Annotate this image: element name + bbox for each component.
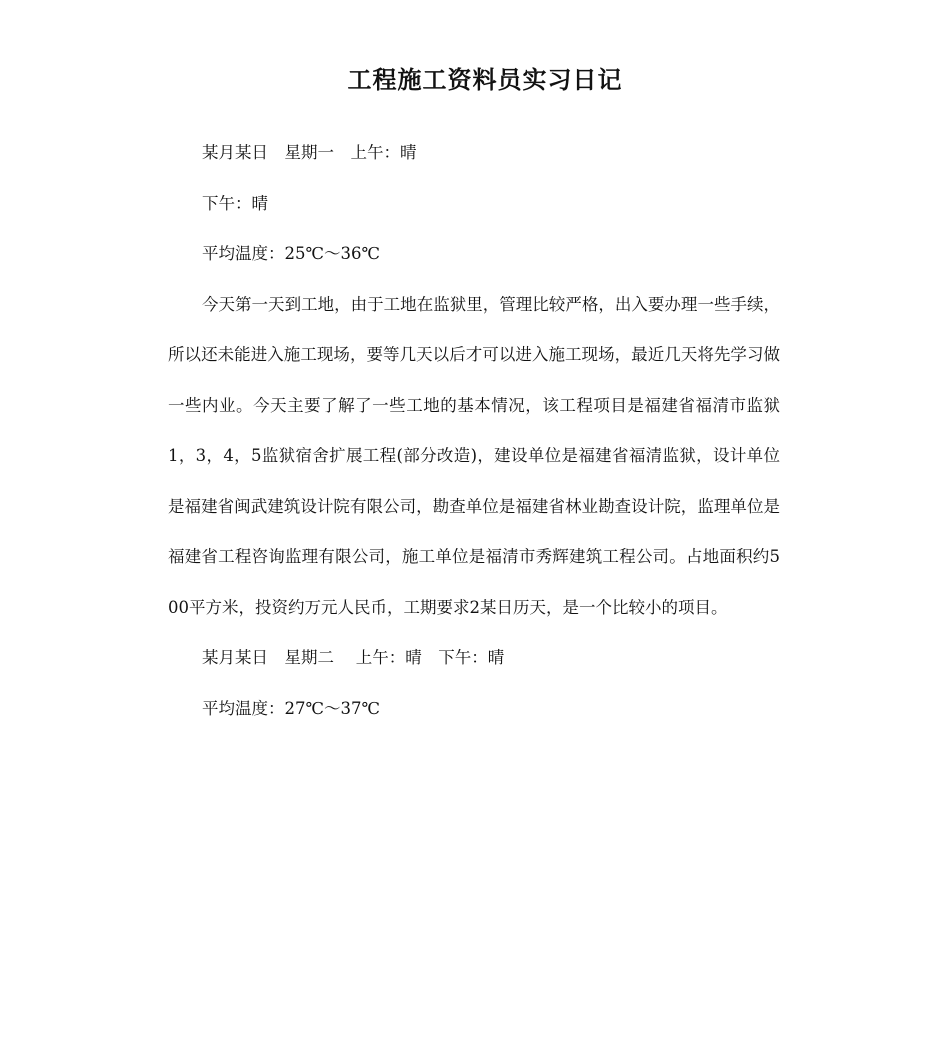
document-title: 工程施工资料员实习日记 [347, 66, 623, 94]
diary-date-line-day1: 某月某日 星期一 上午：晴 [202, 143, 417, 162]
average-temperature-line-day2: 平均温度：27℃～37℃ [202, 698, 380, 718]
average-temperature-line: 平均温度：25℃～36℃ [202, 244, 380, 263]
document-body [168, 128, 780, 734]
diary-entry-paragraph: 今天第一天到工地，由于工地在监狱里，管理比较严格，出入要办理一些手续，所以还未能进入施工现场，要等几天以后才可以进入施工现场，最近几天将先学习做一些内业。今天主要了解了一些工地的基本情况，该工程项目是福建省福清市监狱1，3，4，5监狱宿舍扩展工程(部分改造)，建设单位是福建省福清监狱，设计单位是福建省闽武建筑设计院有限公司，勘查单位是福建省林业勘查设计院，监理单位是福建省工程咨询监理有限公司，施工单位是福清市秀辉建筑工程公司。占地面积约500平方米，投资约万元人民币，工期要求2某日历天，是一个比较小的项目。 [168, 294, 780, 617]
weather-afternoon-line: 下午：晴 [202, 193, 268, 213]
diary-date-line-day2: 某月某日 星期二 上午：晴 下午：晴 [202, 648, 505, 667]
